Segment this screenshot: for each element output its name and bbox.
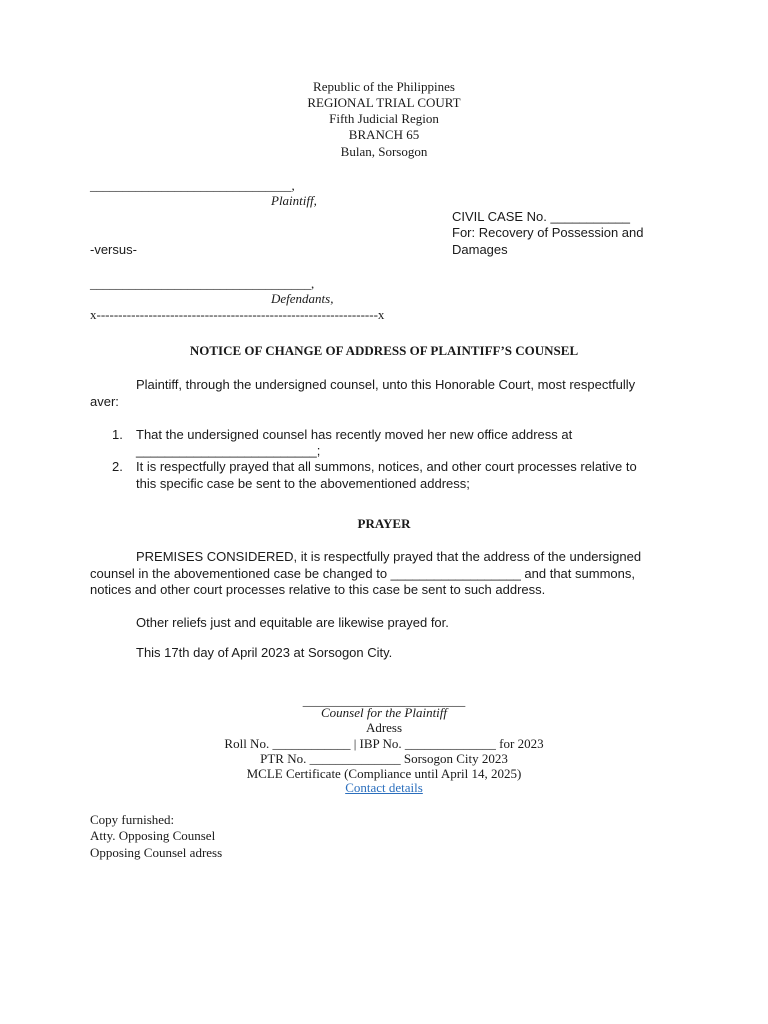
counsel-for-plaintiff: Counsel for the Plaintiff [320,705,448,720]
court-header-region: Fifth Judicial Region [329,111,439,126]
court-header-rtc: REGIONAL TRIAL COURT [307,95,461,110]
counsel-address: Adress [365,720,403,735]
intro-line1: Plaintiff, through the undersigned counsel, unto this Honorable Court, most respectfully [136,377,636,392]
opposing-counsel-name: Atty. Opposing Counsel [90,828,216,843]
versus-label: -versus- [90,242,137,257]
prayer-heading: PRAYER [357,516,411,531]
date-line: This 17th day of April 2023 at Sorsogon City. [136,645,393,660]
prayer-line2: counsel in the abovementioned case be changed to __________________ and that summons, [90,566,635,581]
item-1-line1: That the undersigned counsel has recently moved her new office address at [136,427,573,442]
intro-line2: aver: [90,394,119,409]
court-header-republic: Republic of the Philippines [313,79,455,94]
court-header-location: Bulan, Sorsogon [340,144,428,159]
prayer-line3: notices and other court processes relative to this case be sent to such address. [90,582,546,597]
item-2-line2: this specific case be sent to the abovementioned address; [136,476,470,491]
defendants-name-blank: __________________________________, [90,276,315,291]
plaintiff-label: Plaintiff, [271,193,317,208]
document-title: NOTICE OF CHANGE OF ADDRESS OF PLAINTIFF’S COUNSEL [189,343,579,358]
contact-details-wrap [0,780,768,796]
caption-divider: x-----------------------------------------------------------------x [90,307,385,322]
item-1-line2: _________________________; [136,443,321,458]
contact-details-link[interactable]: Contact details [345,780,423,795]
roll-ibp-line: Roll No. ____________ | IBP No. ______________ for 2023 [224,736,544,751]
item-1-number: 1. [112,427,123,442]
signature-blank: _________________________ [302,693,466,708]
civil-case-number: CIVIL CASE No. ___________ [452,209,631,224]
case-nature-line2: Damages [452,242,508,257]
ptr-line: PTR No. ______________ Sorsogon City 2023 [260,751,508,766]
mcle-line: MCLE Certificate (Compliance until April 14, 2025) [246,766,522,781]
copy-furnished-label: Copy furnished: [90,812,175,827]
item-2-number: 2. [112,459,123,474]
other-reliefs: Other reliefs just and equitable are likewise prayed for. [136,615,449,630]
court-header-branch: BRANCH 65 [348,127,420,142]
case-nature-line1: For: Recovery of Possession and [452,225,644,240]
prayer-line1: PREMISES CONSIDERED, it is respectfully prayed that the address of the undersigned [136,549,642,564]
opposing-counsel-address: Opposing Counsel adress [90,845,223,860]
plaintiff-name-blank: _______________________________, [90,178,295,193]
item-2-line1: It is respectfully prayed that all summons, notices, and other court processes relative to [136,459,637,474]
defendants-label: Defendants, [271,291,334,306]
